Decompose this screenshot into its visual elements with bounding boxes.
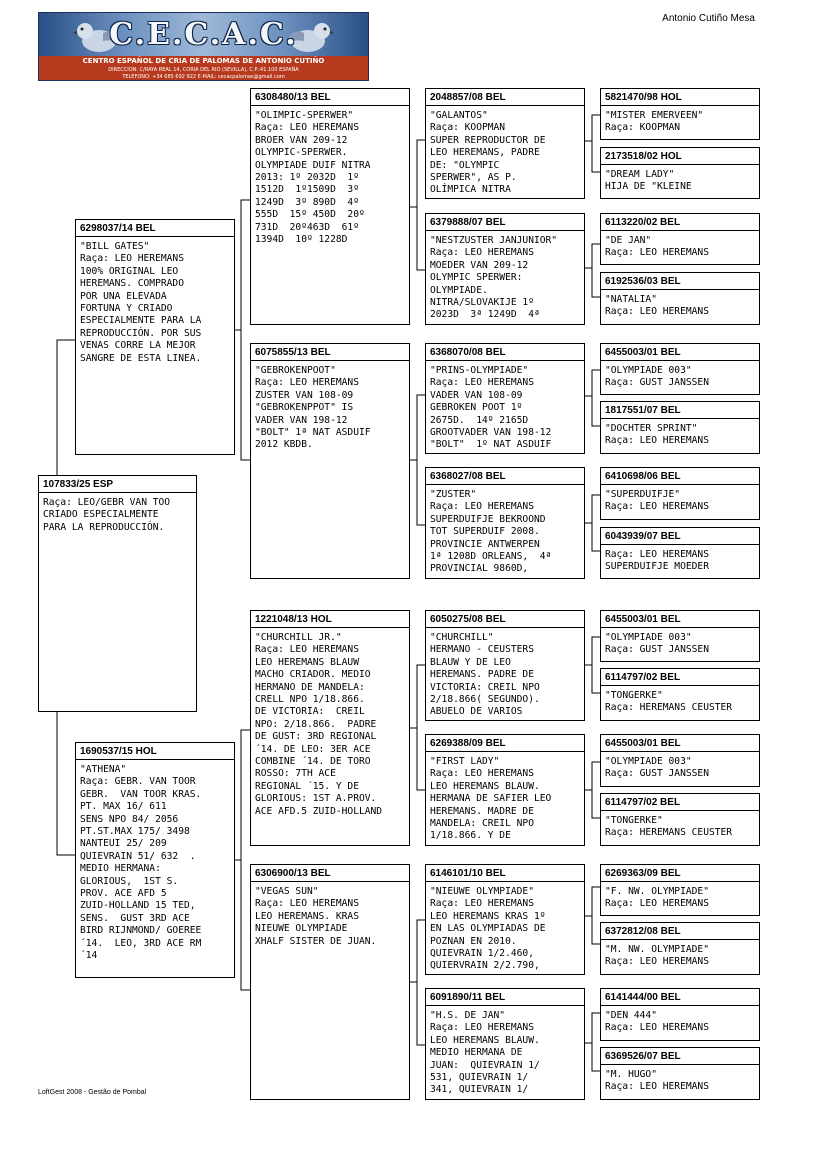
pedigree-box-dam: [75, 742, 235, 978]
ring-number: 6192536/03 BEL: [605, 276, 681, 287]
pigeon-details: "M. NW. OLYMPIADE" Raça: LEO HEREMANS: [605, 944, 709, 968]
pedigree-box-dsdd: [600, 793, 760, 846]
pedigree-box-sssd: [600, 147, 760, 199]
footer-text: LoftGest 2008 - Gestão de Pombal: [38, 1089, 147, 1096]
owner-name: Antonio Cutiño Mesa: [662, 13, 755, 24]
pedigree-box-ssds: [600, 213, 760, 265]
pedigree-box-ddss: [600, 864, 760, 916]
ring-number: 6298037/14 BEL: [80, 223, 156, 234]
ring-number: 6369526/07 BEL: [605, 1051, 681, 1062]
pedigree-box-sd: [250, 343, 410, 579]
ring-number: 6306900/13 BEL: [255, 868, 331, 879]
pedigree-box-sdds: [600, 467, 760, 520]
pigeon-details: "DEN 444" Raça: LEO HEREMANS: [605, 1010, 709, 1034]
ring-number: 6050275/08 BEL: [430, 614, 506, 625]
pigeon-details: "DOCHTER SPRINT" Raça: LEO HEREMANS: [605, 423, 709, 447]
pedigree-box-ds: [250, 610, 410, 846]
pigeon-details: "VEGAS SUN" Raça: LEO HEREMANS LEO HEREMANS. KRAS NIEUWE OLYMPIADE XHALF SISTER DE JUAN.: [255, 886, 377, 947]
ring-number: 6455003/01 BEL: [605, 614, 681, 625]
pedigree-box-ddds: [600, 988, 760, 1041]
ring-number: 6269388/09 BEL: [430, 738, 506, 749]
pedigree-box-sds: [425, 343, 585, 454]
pedigree-box-sdd: [425, 467, 585, 579]
ring-number: 1221048/13 HOL: [255, 614, 332, 625]
pigeon-details: "BILL GATES" Raça: LEO HEREMANS 100% ORIGINAL LEO HEREMANS. COMPRADO POR UNA ELEVADA FORTUNA Y CRIADO ESPECIALMENTE PARA LA REPRODUCCIÓN. POR SUS VENAS CORRE LA MEJOR SANGRE DE ESTA LINEA.: [80, 241, 202, 364]
pedigree-box-sss: [425, 88, 585, 199]
pigeon-details: "TONGERKE" Raça: HEREMANS CEUSTER: [605, 690, 733, 714]
pedigree-box-dds: [425, 864, 585, 975]
ring-number: 6368027/08 BEL: [430, 471, 506, 482]
pedigree-box-dssd: [600, 668, 760, 721]
pedigree-box-sddd: [600, 527, 760, 579]
ring-number: 6141444/00 BEL: [605, 992, 681, 1003]
pigeon-details: "NIEUWE OLYMPIADE" Raça: LEO HEREMANS LEO HEREMANS KRAS 1º EN LAS OLYMPIADAS DE POZNAN EN 2010. QUIEVRAIN 1/2.460, QUIERVRAIN 2/2.790,: [430, 886, 546, 972]
logo-subtitle: CENTRO ESPAÑOL DE CRIA DE PALOMAS DE ANTONIO CUTIÑO: [82, 57, 325, 65]
pedigree-box-ss: [250, 88, 410, 325]
ring-number: 2048857/08 BEL: [430, 92, 506, 103]
pedigree-box-dss: [425, 610, 585, 721]
ring-number: 6114797/02 BEL: [605, 672, 681, 683]
pedigree-box-ssd: [425, 213, 585, 325]
logo-title: C.E.C.A.C.: [109, 17, 298, 52]
pigeon-details: "TONGERKE" Raça: HEREMANS CEUSTER: [605, 815, 733, 839]
ring-number: 6372812/08 BEL: [605, 926, 681, 937]
logo-contact: TELEFONO: +34 685 692 922 E-MAIL: cecacpalomas@gmail.com: [122, 74, 285, 80]
pigeon-details: "NESTZUSTER JANJUNIOR" Raça: LEO HEREMANS MOEDER VAN 209-12 OLYMPIC SPERWER: OLYMPIADE. NITRA/SLOVAKIJE 1º 2023D 3ª 1249D 4ª: [430, 235, 558, 321]
pedigree-box-ddd: [425, 988, 585, 1100]
ring-number: 6114797/02 BEL: [605, 797, 681, 808]
pigeon-details: "DE JAN" Raça: LEO HEREMANS: [605, 235, 709, 259]
pedigree-box-dsss: [600, 610, 760, 662]
pigeon-details: "SUPERDUIFJE" Raça: LEO HEREMANS: [605, 489, 709, 513]
pedigree-box-sdsd: [600, 401, 760, 454]
ring-number: 6455003/01 BEL: [605, 738, 681, 749]
ring-number: 6410698/06 BEL: [605, 471, 681, 482]
ring-number: 6308480/13 BEL: [255, 92, 331, 103]
ring-number: 6379888/07 BEL: [430, 217, 506, 228]
ring-number: 1690537/15 HOL: [80, 746, 157, 757]
ring-number: 6075855/13 BEL: [255, 347, 331, 358]
ring-number: 107833/25 ESP: [43, 479, 114, 490]
pigeon-details: "ZUSTER" Raça: LEO HEREMANS SUPERDUIFJE BEKROOND TOT SUPERDUIF 2008. PROVINCIE ANTWERPEN 1ª 1208D ORLEANS, 4ª PROVINCIAL 9860D,: [430, 489, 552, 575]
pigeon-details: "M. HUGO" Raça: LEO HEREMANS: [605, 1069, 709, 1093]
pedigree-box-main: [38, 475, 197, 712]
pedigree-box-ssss: [600, 88, 760, 140]
ring-number: 1817551/07 BEL: [605, 405, 681, 416]
pedigree-box-ddsd: [600, 922, 760, 975]
pigeon-details: "H.S. DE JAN" Raça: LEO HEREMANS LEO HEREMANS BLAUW. MEDIO HERMANA DE JUAN: QUIEVRAIN 1/ 531, QUIEVRAIN 1/ 341, QUIEVRAIN 1/: [430, 1010, 540, 1096]
pigeon-details: "OLYMPIADE 003" Raça: GUST JANSSEN: [605, 756, 709, 780]
pedigree-box-ssdd: [600, 272, 760, 325]
pigeon-details: "CHURCHILL JR." Raça: LEO HEREMANS LEO HEREMANS BLAUW MACHO CRIADOR. MEDIO HERMANO DE MANDELA: CRELL NPO 1/18.866. DE VICTORIA: CREIL NPO: 2/18.866. PADRE DE GUST: 3RD REGIONAL ´14. DE LEO: 3ER ACE COMBINE ´14. DE TORO ROSSO: 7TH ACE REGIONAL ´15. Y DE GLORIOUS: 1ST A.PROV. ACE AFD.5 ZUID-HOLLAND: [255, 632, 383, 817]
pigeon-details: Raça: LEO/GEBR VAN TOO CRIADO ESPECIALMENTE PARA LA REPRODUCCIÓN.: [43, 497, 171, 533]
pigeon-details: "FIRST LADY" Raça: LEO HEREMANS LEO HEREMANS BLAUW. HERMANA DE SAFIER LEO HEREMANS. MADRE DE MANDELA: CREIL NPO 1/18.866. Y DE: [430, 756, 552, 842]
ring-number: 6368070/08 BEL: [430, 347, 506, 358]
ring-number: 2173518/02 HOL: [605, 151, 682, 162]
pedigree-box-sire: [75, 219, 235, 455]
pigeon-details: "PRINS-OLYMPIADE" Raça: LEO HEREMANS VADER VAN 108-09 GEBROKEN POOT 1º 2675D. 14º 2165D GROOTVADER VAN 198-12 "BOLT" 1º NAT ASDUIF: [430, 365, 552, 451]
pedigree-box-dd: [250, 864, 410, 1100]
pigeon-details: "GALANTOS" Raça: KOOPMAN SUPER REPRODUCTOR DE LEO HEREMANS, PADRE DE: "OLYMPIC SPERWER", AS P. OLÍMPICA NITRA: [430, 110, 546, 196]
pigeon-details: "MISTER EMERVEEN" Raça: KOOPMAN: [605, 110, 704, 134]
ring-number: 6455003/01 BEL: [605, 347, 681, 358]
pigeon-details: "OLYMPIADE 003" Raça: GUST JANSSEN: [605, 632, 709, 656]
pedigree-box-dddd: [600, 1047, 760, 1100]
pigeon-details: "DREAM LADY" HIJA DE "KLEINE: [605, 169, 692, 193]
pedigree-box-dsds: [600, 734, 760, 787]
ring-number: 5821470/98 HOL: [605, 92, 682, 103]
ring-number: 6091890/11 BEL: [430, 992, 506, 1003]
pigeon-details: Raça: LEO HEREMANS SUPERDUIFJE MOEDER: [605, 549, 709, 573]
ring-number: 6269363/09 BEL: [605, 868, 681, 879]
pigeon-details: "OLIMPIC-SPERWER" Raça: LEO HEREMANS BROER VAN 209-12 OLYMPIC-SPERWER. OLYMPIADE DUIF NITRA 2013: 1º 2032D 1º 1512D 1º1509D 3º 1249D 3º 890D 4º 555D 15º 450D 20º 731D 20º463D 61º 1394D 10º 1228D: [255, 110, 371, 246]
pigeon-details: "GEBROKENPOOT" Raça: LEO HEREMANS ZUSTER VAN 108-09 "GEBROKENPPOT" IS VADER VAN 198-12 "BOLT" 1ª NAT ASDUIF 2012 KBDB.: [255, 365, 371, 451]
pigeon-details: "ATHENA" Raça: GEBR. VAN TOOR GEBR. VAN TOOR KRAS. PT. MAX 16/ 611 SENS NPO 84/ 2056 PT.ST.MAX 175/ 3498 NANTEUI 25/ 209 QUIEVRAIN 51/ 632 . MEDIO HERMANA: GLORIOUS, 1ST S. PROV. ACE AFD 5 ZUID-HOLLAND 15 TED, SENS. GUST 3RD ACE BIRD RIJNMOND/ GOEREE ´14. LEO, 3RD ACE RM ´14: [80, 764, 202, 962]
pedigree-box-sdss: [600, 343, 760, 395]
pigeon-details: "CHURCHILL" HERMANO - CEUSTERS BLAUW Y DE LEO HEREMANS. PADRE DE VICTORIA: CREIL NPO 2/18.866( SEGUNDO). ABUELO DE VARIOS: [430, 632, 540, 718]
pigeon-details: "OLYMPIADE 003" Raça: GUST JANSSEN: [605, 365, 709, 389]
logo-address: DIRECCION: C/RAYA REAL 14, CORIA DEL RIO (SEVILLA), C.P.:41.100 ESPAÑA: [108, 67, 299, 73]
pigeon-details: "NATALIA" Raça: LEO HEREMANS: [605, 294, 709, 318]
pedigree-box-dsd: [425, 734, 585, 846]
pigeon-details: "F. NW. OLYMPIADE" Raça: LEO HEREMANS: [605, 886, 709, 910]
ring-number: 6146101/10 BEL: [430, 868, 506, 879]
ring-number: 6043939/07 BEL: [605, 531, 681, 542]
ring-number: 6113220/02 BEL: [605, 217, 681, 228]
